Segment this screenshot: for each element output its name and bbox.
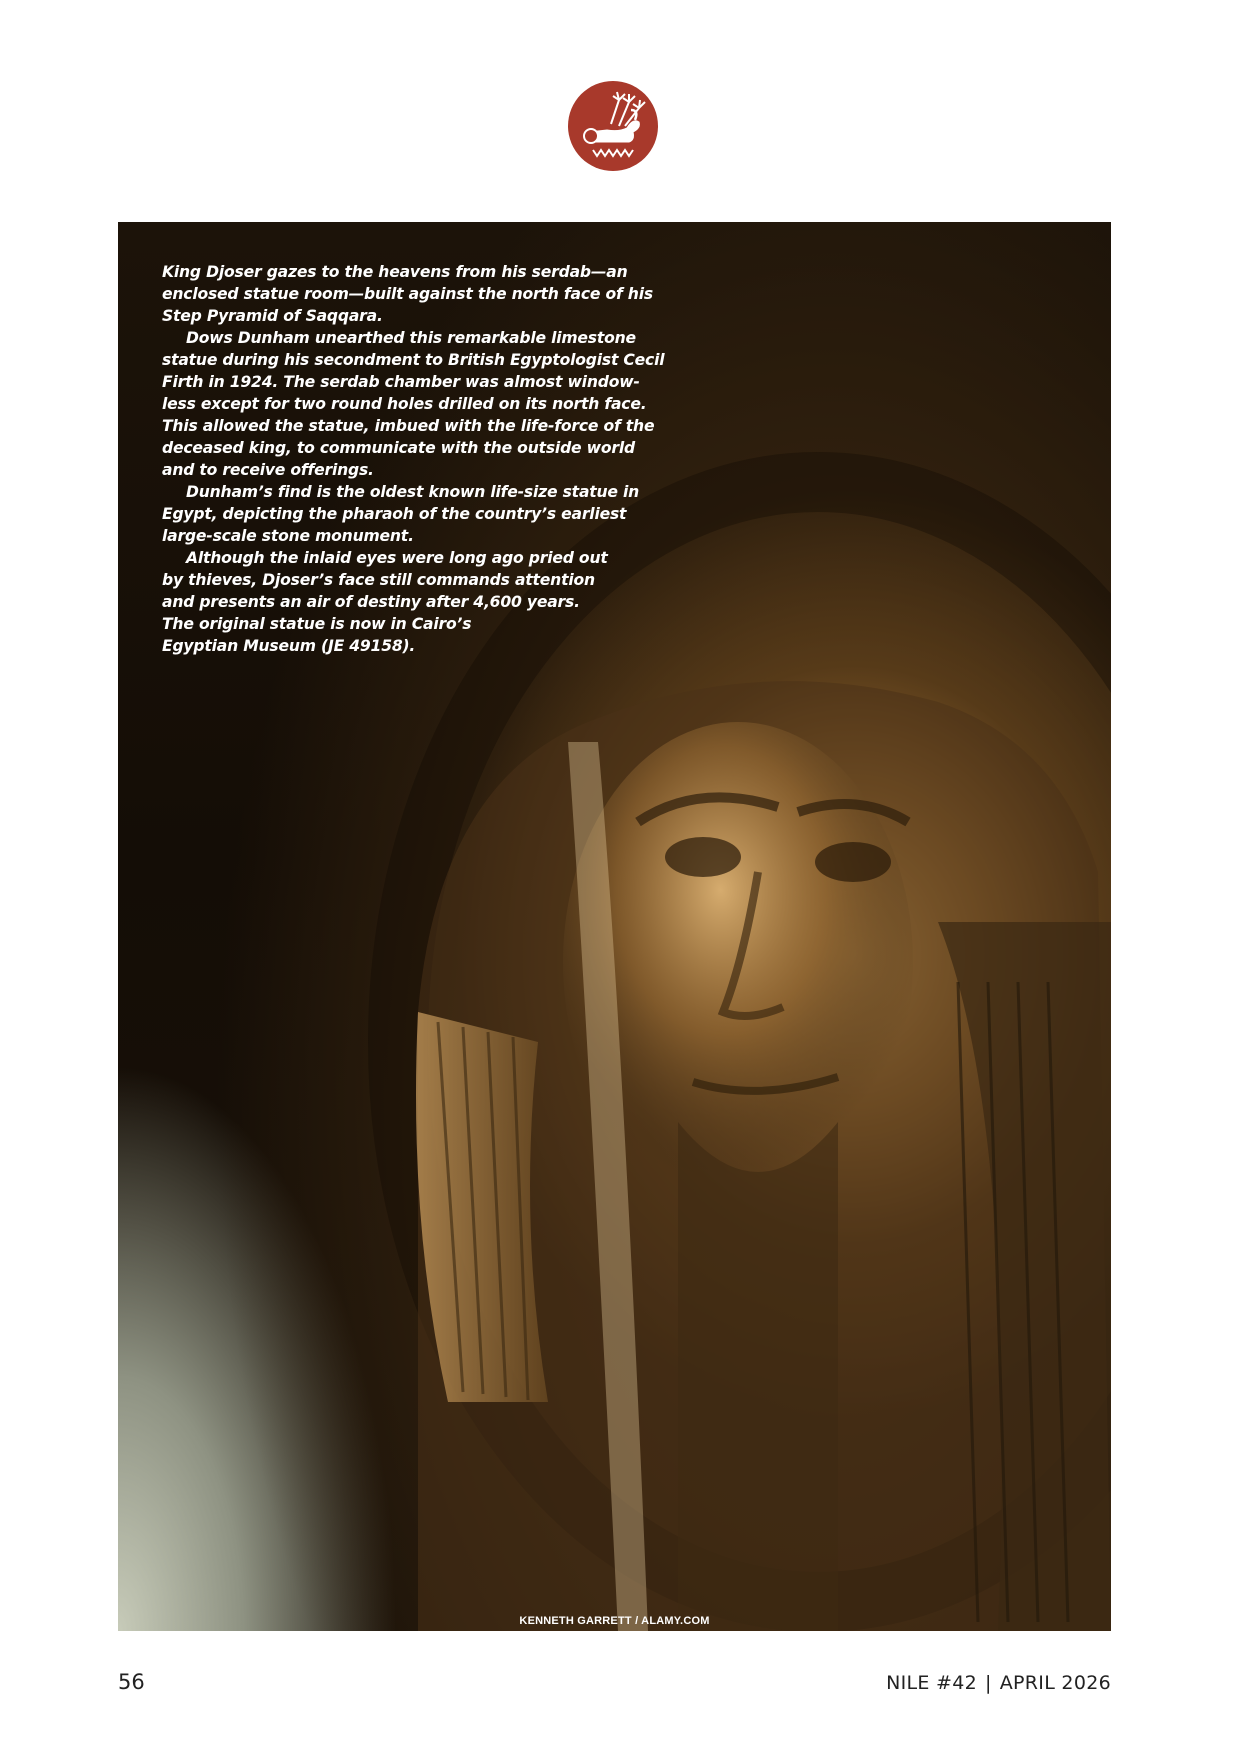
caption-line: Firth in 1924. The serdab chamber was almost window- bbox=[162, 373, 640, 391]
caption-line: King Djoser gazes to the heavens from his serdab—an bbox=[162, 263, 628, 281]
photo-credit: KENNETH GARRETT / ALAMY.COM bbox=[519, 1615, 710, 1627]
issue-info bbox=[886, 1672, 1111, 1694]
issue-date: APRIL 2026 bbox=[999, 1672, 1111, 1694]
page-number: 56 bbox=[118, 1670, 145, 1694]
caption-line: The original statue is now in Cairo’s bbox=[162, 615, 472, 633]
caption-line: Dows Dunham unearthed this remarkable limestone bbox=[186, 329, 636, 347]
caption-line: Although the inlaid eyes were long ago pried out bbox=[186, 549, 608, 567]
nile-ibex-papyrus-logo-icon bbox=[567, 80, 659, 172]
issue-number: NILE #42 bbox=[886, 1672, 978, 1694]
photo-caption bbox=[162, 261, 682, 657]
caption-line: large-scale stone monument. bbox=[162, 527, 414, 545]
caption-line: Egyptian Museum (JE 49158). bbox=[162, 637, 416, 655]
caption-line: less except for two round holes drilled on its north face. bbox=[162, 395, 647, 413]
caption-line: enclosed statue room—built against the north face of his bbox=[162, 285, 653, 303]
caption-line: and presents an air of destiny after 4,600 years. bbox=[162, 593, 580, 611]
caption-line: Step Pyramid of Saqqara. bbox=[162, 307, 383, 325]
caption-line: This allowed the statue, imbued with the life-force of the bbox=[162, 417, 655, 435]
caption-line: Dunham’s find is the oldest known life-size statue in bbox=[186, 483, 640, 501]
caption-line: and to receive offerings. bbox=[162, 461, 374, 479]
caption-line: deceased king, to communicate with the outside world bbox=[162, 439, 635, 457]
caption-line: statue during his secondment to British Egyptologist Cecil bbox=[162, 351, 665, 369]
caption-line: Egypt, depicting the pharaoh of the country’s earliest bbox=[162, 505, 627, 523]
nile-logo bbox=[567, 80, 659, 172]
caption-line: by thieves, Djoser’s face still commands attention bbox=[162, 571, 595, 589]
djoser-statue-photo bbox=[118, 222, 1111, 1631]
issue-separator: | bbox=[985, 1672, 992, 1694]
